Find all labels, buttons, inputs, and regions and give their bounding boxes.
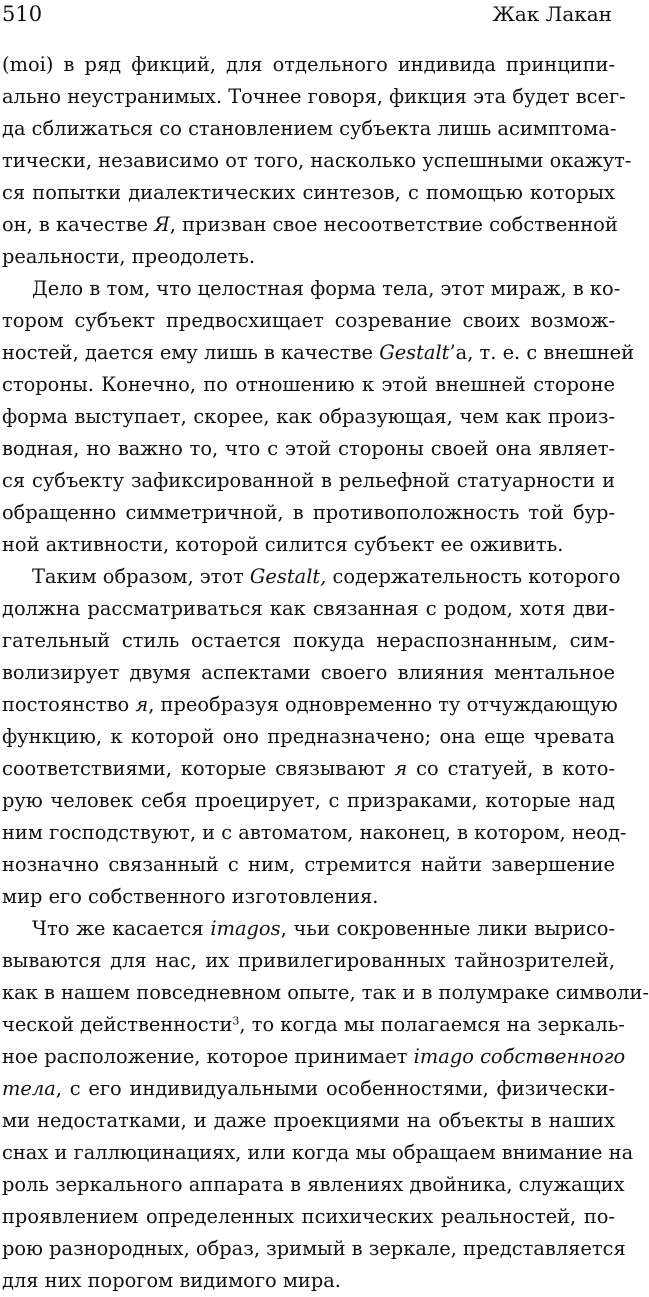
line-text: ально неустранимых. Точнее говоря, фикция эта будет всег- — [2, 85, 626, 108]
text-line — [2, 465, 615, 497]
text-line — [2, 1105, 615, 1137]
text-line — [2, 593, 615, 625]
line-text: ческой действенности — [2, 1013, 233, 1036]
text-line — [2, 49, 615, 81]
line-text: он, в качестве — [2, 213, 155, 236]
text-line — [2, 113, 615, 145]
text-line — [2, 209, 618, 241]
text-line — [2, 657, 615, 689]
body-text — [2, 49, 649, 1297]
line-text: , преобразуя одновременно ту отчуждающую — [148, 693, 618, 716]
line-text: ’а, т. е. с внешней — [449, 341, 635, 364]
text-line — [2, 625, 615, 657]
text-line — [2, 1073, 615, 1105]
text-line — [2, 881, 615, 913]
line-text: , то когда мы полагаемся на зеркаль- — [239, 1013, 625, 1036]
line-text: тически, независимо от того, насколько успешными окажут- — [2, 149, 632, 172]
line-text: стороны. Конечно, по отношению к этой внешней стороне — [2, 373, 615, 396]
line-text: да сближаться со становлением субъекта лишь асимптома- — [2, 117, 617, 140]
line-text: водная, но важно то, что с этой стороны своей она являет- — [2, 437, 615, 460]
footnote-marker: 3 — [232, 1014, 240, 1028]
line-text: нозначно связанный с ним, стремится найти завершение — [2, 853, 615, 876]
text-line — [2, 145, 632, 177]
line-text: , с его индивидуальными особенностями, физически- — [55, 1077, 615, 1100]
running-title: Жак Лакан — [492, 2, 612, 26]
line-text: со статуей, в кото- — [407, 757, 616, 780]
line-text: реальности, преодолеть. — [2, 245, 256, 268]
line-text: ся субъекту зафиксированной в рельефной статуарности и — [2, 469, 615, 492]
line-text: постоянство — [2, 693, 136, 716]
text-line — [2, 1009, 625, 1041]
line-text: для них порогом видимого мира. — [2, 1269, 341, 1292]
italic-term: тела — [2, 1077, 56, 1100]
text-line — [2, 721, 615, 753]
line-text: как в нашем повседневном опыте, так и в полумраке символи- — [2, 981, 649, 1004]
text-line — [2, 785, 615, 817]
text-line — [2, 945, 615, 977]
line-text: мир его собственного изготовления. — [2, 885, 379, 908]
text-line — [2, 81, 626, 113]
line-text: проявлением определенных психических реальностей, по- — [2, 1205, 615, 1228]
italic-term: imago собственного — [413, 1045, 626, 1068]
text-line — [2, 1041, 626, 1073]
text-line — [2, 1137, 634, 1169]
italic-term: Gestalt, — [249, 565, 327, 588]
text-line — [2, 337, 635, 369]
italic-term: Gestalt — [379, 341, 450, 364]
line-text: функцию, к которой оно предназначено; она еще чревата — [2, 725, 615, 748]
line-text: содержательность которого — [326, 565, 621, 588]
line-text: Что же касается — [32, 917, 211, 940]
line-text: волизирует двумя аспектами своего влияния ментальное — [2, 661, 615, 684]
line-text: должна рассматриваться как связанная с родом, хотя дви- — [2, 597, 615, 620]
line-text: соответствиями, которые связывают — [2, 757, 395, 780]
text-line — [2, 1233, 626, 1265]
text-line — [2, 1201, 615, 1233]
text-line — [2, 849, 615, 881]
line-text: гательный стиль остается покуда нераспознанным, сим- — [2, 629, 615, 652]
text-line — [2, 689, 618, 721]
line-text: ним господствуют, и с автоматом, наконец, в котором, неод- — [2, 821, 627, 844]
line-text: Таким образом, этот — [32, 565, 250, 588]
line-text: , чьи сокровенные лики вырисо- — [280, 917, 615, 940]
page-number: 510 — [2, 2, 43, 26]
text-line — [2, 1265, 615, 1297]
text-line — [2, 177, 615, 209]
text-line — [2, 977, 649, 1009]
text-line — [2, 497, 615, 529]
text-line — [2, 913, 615, 945]
text-line — [2, 241, 615, 273]
text-line — [2, 561, 621, 593]
text-line — [2, 1169, 625, 1201]
line-text: ми недостатками, и даже проекциями на объекты в наших — [2, 1109, 615, 1132]
text-line — [2, 817, 627, 849]
line-text: обращенно симметричной, в противоположность той бур- — [2, 501, 615, 524]
text-line — [2, 753, 615, 785]
italic-term: Я — [154, 213, 170, 236]
line-text: (moi) в ряд фикций, для отдельного индивида принципи- — [2, 53, 615, 76]
text-line — [2, 273, 621, 305]
line-text: рую человек себя проецирует, с призраками, которые над — [2, 789, 615, 812]
italic-term: я — [394, 757, 408, 780]
line-text: тором субъект предвосхищает созревание своих возмож- — [2, 309, 615, 332]
line-text: Дело в том, что целостная форма тела, этот мираж, в ко- — [32, 277, 621, 300]
text-line — [2, 529, 615, 561]
line-text: вываются для нас, их привилегированных тайнозрителей, — [2, 949, 615, 972]
line-text: снах и галлюцинациях, или когда мы обращаем внимание на — [2, 1141, 634, 1164]
text-line — [2, 401, 615, 433]
line-text: ной активности, которой силится субъект ее оживить. — [2, 533, 564, 556]
line-text: форма выступает, скорее, как образующая, чем как произ- — [2, 405, 615, 428]
italic-term: imagos — [210, 917, 281, 940]
italic-term: я — [135, 693, 149, 716]
line-text: ностей, дается ему лишь в качестве — [2, 341, 380, 364]
line-text: ся попытки диалектических синтезов, с помощью которых — [2, 181, 615, 204]
line-text: рою разнородных, образ, зримый в зеркале, представляется — [2, 1237, 626, 1260]
text-line — [2, 433, 615, 465]
text-line — [2, 369, 615, 401]
line-text: , призван свое несоответствие собственной — [169, 213, 618, 236]
page-header — [0, 0, 612, 30]
line-text: ное расположение, которое принимает — [2, 1045, 414, 1068]
line-text: роль зеркального аппарата в явлениях двойника, служащих — [2, 1173, 625, 1196]
text-line — [2, 305, 615, 337]
